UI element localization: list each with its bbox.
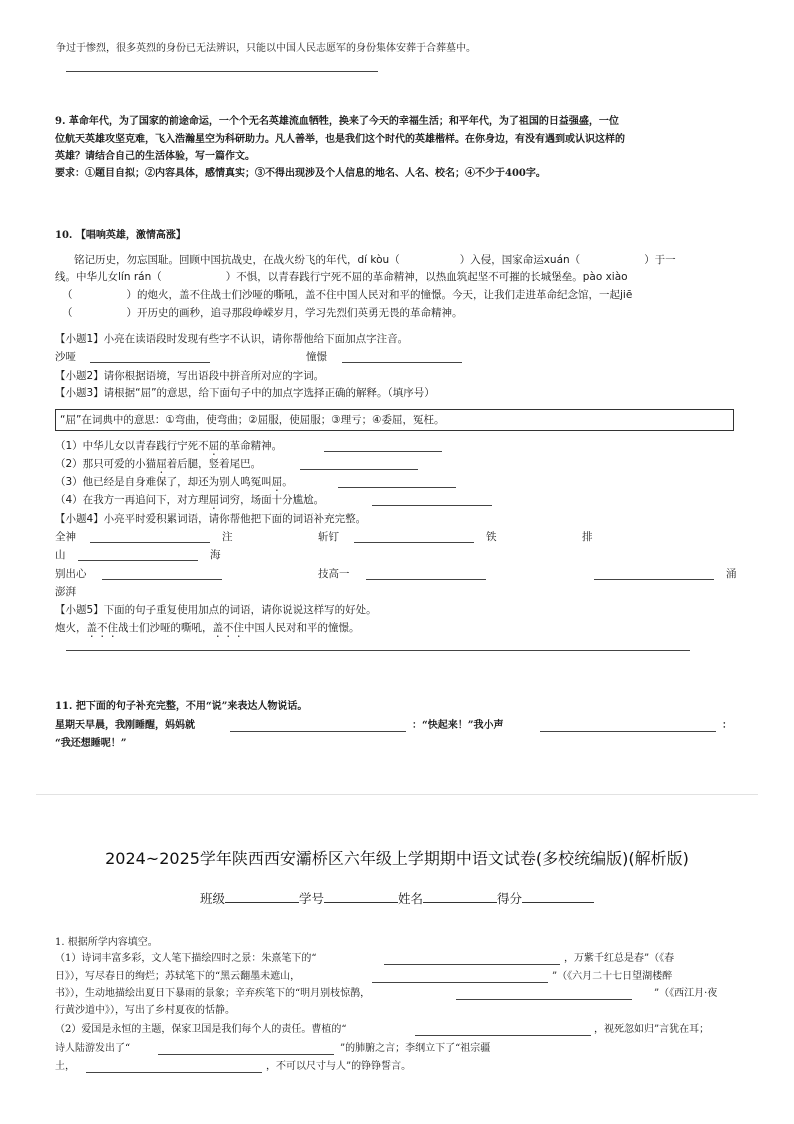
q10-sub4-prompt: 【小题4】小亮平时爱积累词语，请你帮他把下面的词语补充完整。 — [55, 513, 367, 525]
q1-line: 书》），生动地描绘出夏日下暴雨的景象；辛弃疾笔下的“明月别枝惊鹊， — [55, 988, 371, 999]
q10-sub2-prompt: 【小题2】请你根据语境，写出语段中拼音所对应的字词。 — [55, 370, 325, 382]
idiom-part: 别出心 — [55, 568, 87, 580]
idiom-part: 海 — [210, 549, 221, 561]
q1-line: ，视死忽如归”言犹在耳； — [594, 1024, 710, 1035]
q1-line: ”（《六月二十七日望湖楼醉 — [552, 971, 673, 982]
definition-text: “屈”在词典中的意思：①弯曲，使弯曲；②屈服，使屈服；③理亏；④委屈，冤枉。 — [60, 414, 445, 426]
id-field[interactable] — [324, 893, 398, 903]
class-field[interactable] — [225, 893, 299, 903]
q11-heading: 11. 把下面的句子补充完整，不用“说”来表达人物说话。 — [55, 701, 308, 712]
answer-line[interactable] — [415, 1035, 591, 1036]
idiom-part: 涌 — [726, 568, 737, 580]
q10-sub1-word-2: 憧憬 — [306, 351, 327, 363]
q10-sub3-item-1: （1）中华儿女以青春践行宁死不屈的革命精神。 — [55, 440, 283, 452]
answer-line[interactable] — [372, 505, 492, 506]
q10-passage-line-2: 线。中华儿女lín rán（ ）不惧，以青春践行宁死不屈的革命精神，以热血筑起坚不可摧的长城堡垒。pào xiào — [55, 271, 628, 283]
q11-line: ：“快起来！”我小声 — [412, 720, 504, 731]
q10-sub3-item-4: （4）在我方一再追问下，对方理屈词穷，场面十分尴尬。 — [55, 494, 325, 506]
q10-sub1-prompt: 【小题1】小亮在读语段时发现有些字不认识，请你帮他给下面加点字注音。 — [55, 333, 409, 345]
idiom-part: 全神 — [55, 531, 76, 543]
q10-sub3-prompt: 【小题3】请根据“屈”的意思，给下面句子中的加点字选择正确的解释。（填序号） — [55, 387, 435, 399]
idiom-part: 注 — [222, 531, 233, 543]
answer-line[interactable] — [90, 362, 210, 363]
answer-line[interactable] — [384, 964, 560, 965]
q10-sub5-sentence: 炮火，盖不住战士们沙哑的嘶吼，盖不住中国人民对和平的憧憬。 — [55, 622, 360, 634]
answer-line[interactable] — [86, 1072, 262, 1073]
idiom-part: 斩钉 — [318, 531, 339, 543]
q10-sub3-item-3: （3）他已经是自身难保了，却还为别人鸣冤叫屈。 — [55, 476, 293, 488]
q11-line: ： — [722, 720, 732, 731]
q1-line: 日》），写尽春日的绚烂；苏轼笔下的“黑云翻墨未遮山， — [55, 971, 301, 982]
q1-line: 诗人陆游发出了“ — [55, 1043, 131, 1054]
exam-title: 2024~2025学年陕西西安灞桥区六年级上学期期中语文试卷(多校统编版)(解析版) — [105, 849, 689, 868]
q9-requirements: 要求：①题目自拟；②内容具体，感情真实；③不得出现涉及个人信息的地名、人名、校名；④不少于400字。 — [55, 168, 546, 179]
q1-line: （2）爱国是永恒的主题，保家卫国是我们每个人的责任。曹植的“ — [55, 1024, 347, 1035]
answer-line[interactable] — [456, 999, 632, 1000]
q10-sub1-word-1: 沙哑 — [55, 351, 76, 363]
q10-sub3-item-2: （2）那只可爱的小猫屈着后腿，竖着尾巴。 — [55, 458, 262, 470]
q11-line: “我还想睡呢！” — [55, 738, 127, 749]
idiom-part: 技高一 — [318, 568, 350, 580]
q10-sub5-prompt: 【小题5】下面的句子重复使用加点的词语，请你说说这样写的好处。 — [55, 604, 377, 616]
answer-line[interactable] — [158, 1054, 334, 1055]
q1-line: 行黄沙道中》），写出了乡村夏夜的恬静。 — [55, 1005, 235, 1016]
q1-line: 土， — [55, 1061, 75, 1072]
answer-line[interactable] — [338, 487, 456, 488]
name-field[interactable] — [423, 893, 497, 903]
student-info-row: 班级 学号 姓名 得分 — [0, 891, 794, 907]
answer-line[interactable] — [90, 542, 210, 543]
q1-line: ，万紫千红总是春”（《春 — [564, 953, 675, 964]
score-field[interactable] — [522, 893, 594, 903]
answer-line[interactable] — [540, 731, 716, 732]
idiom-part: 澎湃 — [55, 586, 76, 598]
q10-passage-line-1: 铭记历史，勿忘国耻。回顾中国抗战史，在战火纷飞的年代，dí kòu（ ）入侵，国家命运xuán（ ）于一 — [74, 254, 676, 266]
answer-line[interactable] — [300, 469, 418, 470]
answer-line[interactable] — [230, 731, 406, 732]
idiom-part: 山 — [55, 549, 66, 561]
idiom-part: 铁 — [486, 531, 497, 543]
q1-heading: 1. 根据所学内容填空。 — [55, 937, 158, 948]
answer-line — [66, 71, 378, 72]
answer-line[interactable] — [594, 579, 714, 580]
q1-line: （1）诗词丰富多彩，文人笔下描绘四时之景：朱熹笔下的“ — [55, 953, 317, 964]
answer-line[interactable] — [324, 451, 442, 452]
answer-line[interactable] — [342, 362, 462, 363]
q1-line: ，不可以尺寸与人”的铮铮誓言。 — [266, 1061, 412, 1072]
q10-heading: 10. 【唱响英雄，激情高涨】 — [55, 230, 186, 241]
q9-line-2: 位航天英雄攻坚克难，飞入浩瀚星空为科研助力。凡人善举，也是我们这个时代的英雄楷样。在你身边，有没有遇到或认识这样的 — [55, 134, 625, 145]
q11-line: 星期天早晨，我刚睡醒，妈妈就 — [55, 720, 195, 731]
q1-line: ”（《西江月·夜 — [654, 988, 718, 999]
q10-passage-line-4: （ ）开历史的画秒，追寻那段峥嵘岁月，学习先烈们英勇无畏的革命精神。 — [62, 307, 463, 319]
answer-line[interactable] — [102, 579, 222, 580]
answer-line[interactable] — [66, 650, 690, 651]
continued-text: 争过于惨烈，很多英烈的身份已无法辨识，只能以中国人民志愿军的身份集体安葬于合葬墓中。 — [56, 43, 476, 54]
page-separator — [36, 794, 758, 795]
answer-line[interactable] — [366, 579, 486, 580]
answer-line[interactable] — [78, 560, 198, 561]
idiom-part: 排 — [582, 531, 593, 543]
answer-line[interactable] — [372, 982, 548, 983]
q9-line-1: 9. 革命年代，为了国家的前途命运，一个个无名英雄流血牺牲，换来了今天的幸福生活；和平年代，为了祖国的日益强盛，一位 — [55, 116, 619, 127]
q10-passage-line-3: （ ）的炮火，盖不住战士们沙哑的嘶吼，盖不住中国人民对和平的憧憬。今天，让我们走进革命纪念馆，一起jiē — [62, 289, 633, 301]
q1-line: ”的肺腑之言；李纲立下了“祖宗疆 — [340, 1043, 491, 1054]
answer-line[interactable] — [354, 542, 474, 543]
q9-line-3: 英雄？请结合自己的生活体验，写一篇作文。 — [55, 151, 255, 162]
